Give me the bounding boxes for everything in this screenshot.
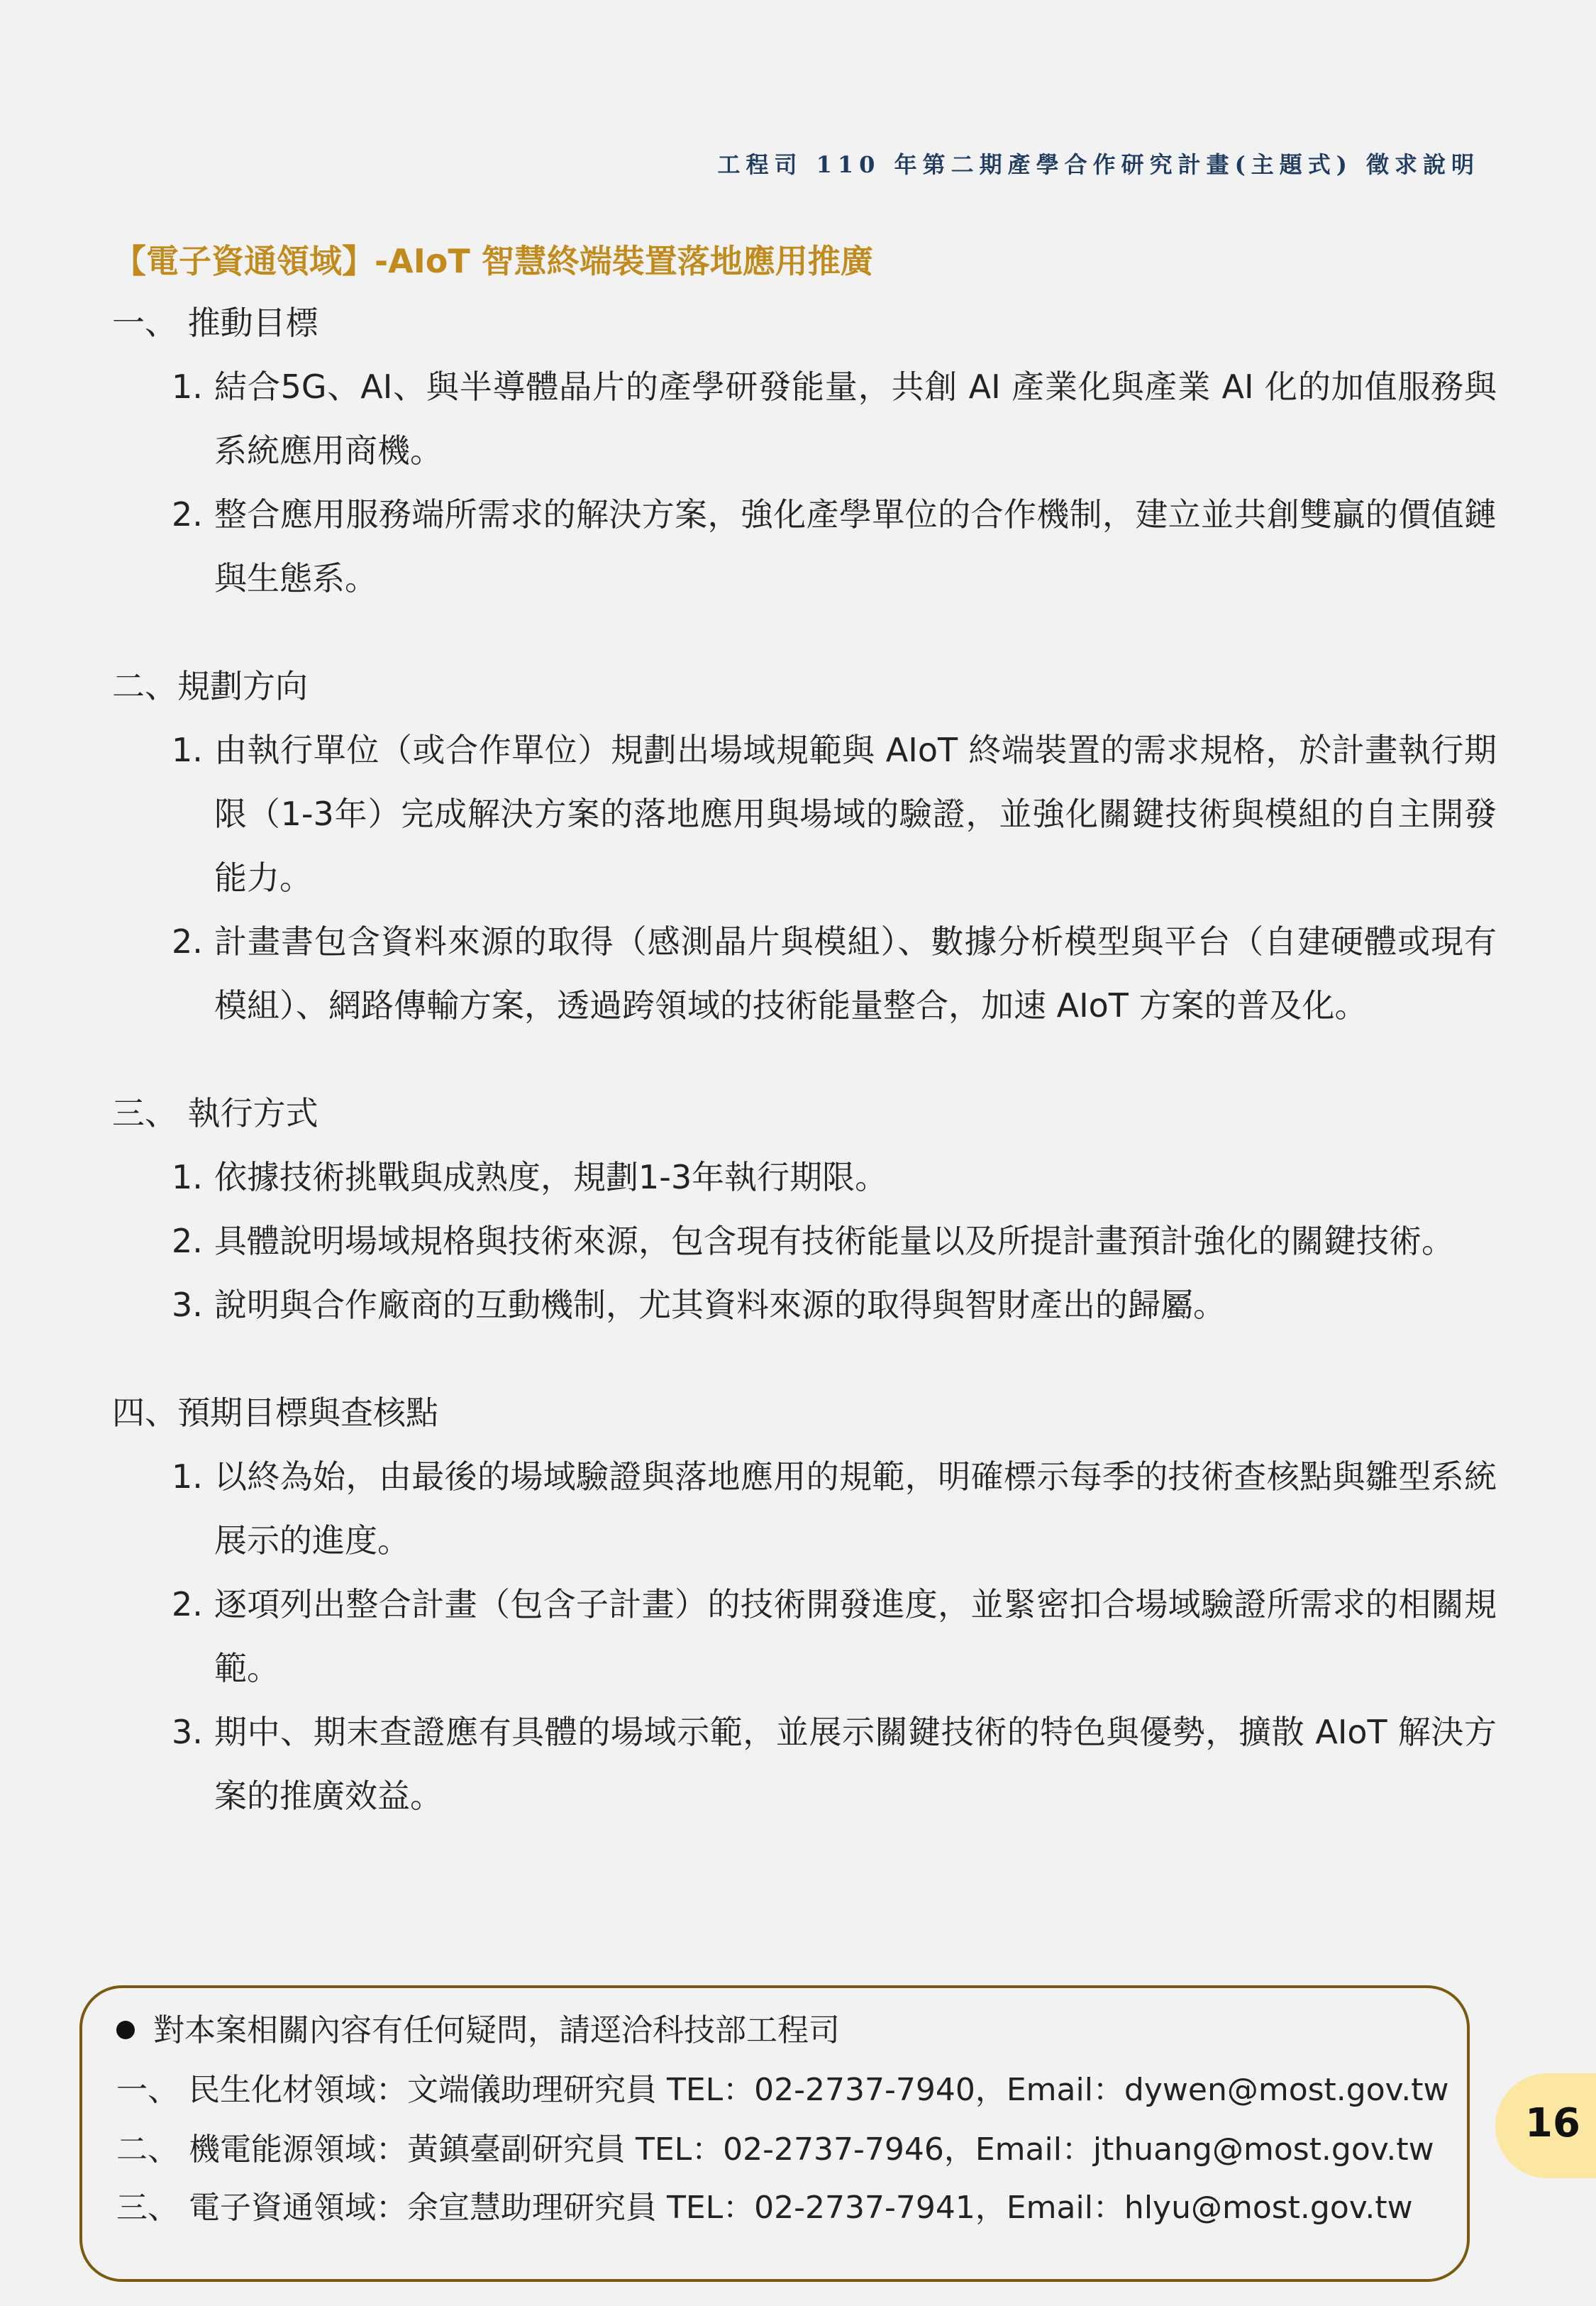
contact-intro: 對本案相關內容有任何疑問，請逕洽科技部工程司 xyxy=(153,2012,840,2048)
contact-line: 一、 民生化材領域：文端儀助理研究員 TEL：02-2737-7940，Email：dywen@most.gov.tw xyxy=(116,2072,1449,2108)
item-text: 整合應用服務端所需求的解決方案，強化產學單位的合作機制，建立並共創雙贏的價值鏈與生態系。 xyxy=(214,495,1497,597)
list-item xyxy=(112,1273,1497,1337)
item-text: 結合5G、AI、與半導體晶片的產學研發能量，共創 AI 產業化與產業 AI 化的加值服務與系統應用商機。 xyxy=(214,368,1497,470)
list-item xyxy=(112,1209,1497,1273)
item-number: 1. xyxy=(172,1457,203,1496)
list-item xyxy=(112,1700,1497,1828)
section-execution xyxy=(112,1081,1497,1337)
section-title: 【電子資通領域】-AIoT 智慧終端裝置落地應用推廣 xyxy=(113,242,873,280)
item-number: 1. xyxy=(172,731,203,769)
item-number: 1. xyxy=(172,368,203,406)
contact-line: 二、 機電能源領域：黃鎮臺副研究員 TEL：02-2737-7946，Email：jthuang@most.gov.tw xyxy=(116,2131,1434,2168)
item-text: 逐項列出整合計畫（包含子計畫）的技術開發進度，並緊密扣合場域驗證所需求的相關規範。 xyxy=(214,1585,1497,1687)
item-number: 2. xyxy=(172,495,203,534)
item-number: 3. xyxy=(172,1713,203,1751)
item-text: 具體說明場域規格與技術來源，包含現有技術能量以及所提計畫預計強化的關鍵技術。 xyxy=(214,1222,1454,1260)
list-item xyxy=(112,910,1497,1037)
section-goals xyxy=(112,291,1497,610)
page-number: 16 xyxy=(1525,2100,1580,2146)
item-text: 依據技術挑戰與成熟度，規劃1-3年執行期限。 xyxy=(214,1158,888,1196)
section-heading: 二、規劃方向 xyxy=(112,667,308,705)
list-item xyxy=(112,1572,1497,1700)
item-number: 1. xyxy=(172,1158,203,1196)
item-text: 以終為始，由最後的場域驗證與落地應用的規範，明確標示每季的技術查核點與雛型系統展示的進度。 xyxy=(214,1457,1497,1560)
item-text: 期中、期末查證應有具體的場域示範，並展示關鍵技術的特色與優勢，擴散 AIoT 解決方案的推廣效益。 xyxy=(214,1713,1497,1815)
bullet-icon xyxy=(116,2021,135,2039)
list-item xyxy=(112,355,1497,482)
item-number: 2. xyxy=(172,1222,203,1260)
list-item xyxy=(112,482,1497,610)
section-planning xyxy=(112,654,1497,1037)
item-number: 2. xyxy=(172,1585,203,1623)
contact-line: 三、 電子資通領域：余宣慧助理研究員 TEL：02-2737-7941，Email：hlyu@most.gov.tw xyxy=(116,2190,1413,2226)
main-content xyxy=(112,291,1497,1828)
item-text: 由執行單位（或合作單位）規劃出場域規範與 AIoT 終端裝置的需求規格，於計畫執行期限（1-3年）完成解決方案的落地應用與場域的驗證，並強化關鍵技術與模組的自主開發能力。 xyxy=(214,731,1497,897)
list-item xyxy=(112,718,1497,910)
contact-box xyxy=(79,1985,1470,2282)
item-number: 3. xyxy=(172,1286,203,1324)
section-heading: 三、 執行方式 xyxy=(112,1094,318,1132)
section-milestones xyxy=(112,1381,1497,1828)
list-item xyxy=(112,1145,1497,1209)
item-text: 說明與合作廠商的互動機制，尤其資料來源的取得與智財產出的歸屬。 xyxy=(214,1286,1226,1324)
list-item xyxy=(112,1445,1497,1572)
section-heading: 四、預期目標與查核點 xyxy=(112,1394,438,1432)
running-header: 工程司 110 年第二期產學合作研究計畫(主題式) 徵求說明 xyxy=(717,151,1480,178)
section-heading: 一、 推動目標 xyxy=(112,304,318,342)
item-text: 計畫書包含資料來源的取得（感測晶片與模組）、數據分析模型與平台（自建硬體或現有模組）、網路傳輸方案，透過跨領域的技術能量整合，加速 AIoT 方案的普及化。 xyxy=(214,922,1497,1025)
item-number: 2. xyxy=(172,922,203,961)
